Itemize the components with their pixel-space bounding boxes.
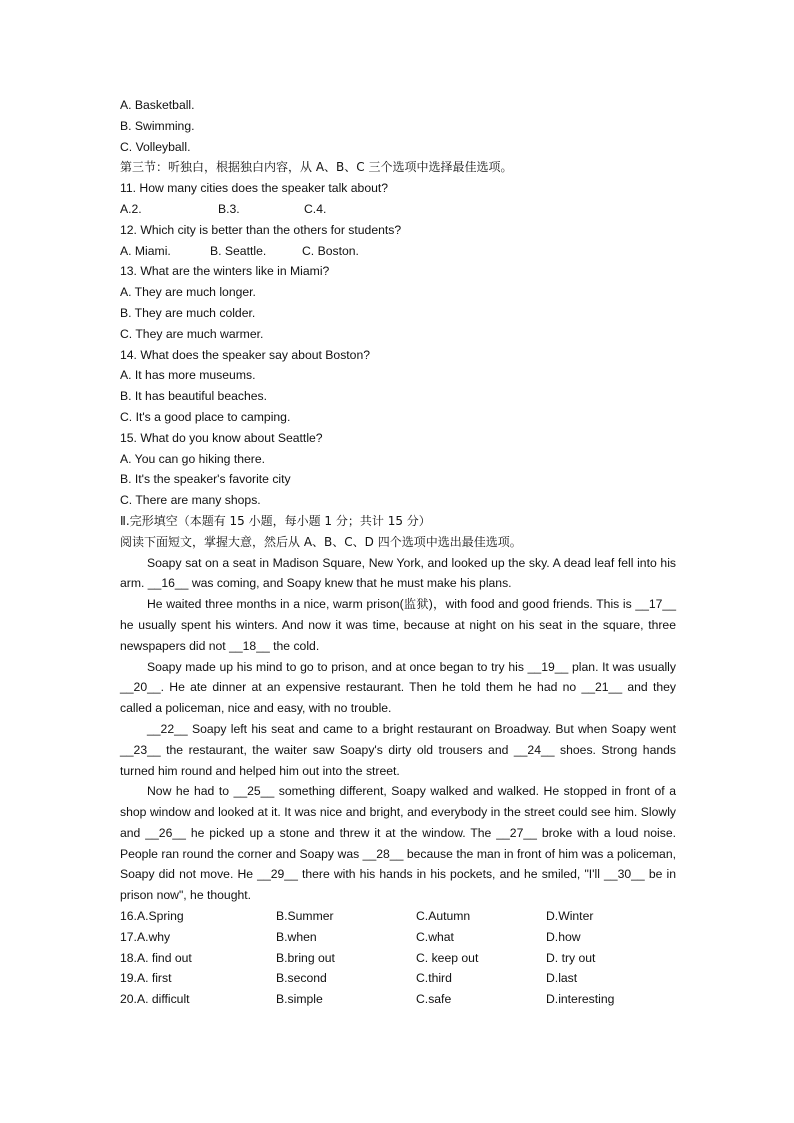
question-13 bbox=[120, 261, 676, 344]
option-c: C.what bbox=[416, 929, 454, 944]
option-c: C. They are much warmer. bbox=[120, 326, 264, 341]
option-b: B. It has beautiful beaches. bbox=[120, 389, 268, 404]
inline-options bbox=[120, 199, 676, 220]
answer-row bbox=[120, 906, 676, 927]
option-b: B. Seattle. bbox=[210, 243, 267, 258]
option-b: B.second bbox=[276, 971, 327, 986]
answer-row bbox=[120, 948, 676, 969]
option-c: C. Volleyball. bbox=[120, 139, 191, 154]
option-c: C.4. bbox=[304, 201, 327, 216]
passage-paragraph: He waited three months in a nice, warm prison(监狱)，with food and good friends. This is __17__ he usually spent his winters. And now it was time, because at night on his seat in the square, three newspapers did not __18__ the cold. bbox=[120, 597, 676, 653]
answer-options bbox=[120, 906, 676, 1010]
passage-paragraph: Soapy sat on a seat in Madison Square, New York, and looked up the sky. A dead leaf fell into his arm. __16__ was coming, and Soapy knew that he must make his plans. bbox=[120, 555, 676, 591]
option-c: C.third bbox=[416, 971, 452, 986]
option-d: D.how bbox=[546, 929, 581, 944]
option-b: B.when bbox=[276, 929, 317, 944]
option-d: D.interesting bbox=[546, 992, 615, 1007]
question-stem: 13. What are the winters like in Miami? bbox=[120, 264, 330, 279]
option-a: A. It has more museums. bbox=[120, 368, 256, 383]
option-c: C. keep out bbox=[416, 950, 479, 965]
question-stem: 15. What do you know about Seattle? bbox=[120, 430, 323, 445]
option-b: B.3. bbox=[218, 201, 240, 216]
option-d: D. try out bbox=[546, 950, 596, 965]
passage-paragraph: Soapy made up his mind to go to prison, and at once began to try his __19__ plan. It was usually __20__. He ate dinner at an expensive restaurant. Then he told them he had no __21__ and they called a policeman, nice and easy, with no trouble. bbox=[120, 659, 676, 716]
cloze-passage bbox=[120, 553, 676, 907]
option-d: D.Winter bbox=[546, 909, 594, 924]
option-a: A. They are much longer. bbox=[120, 285, 256, 300]
passage-paragraph: Now he had to __25__ something different, Soapy walked and walked. He stopped in front of a shop window and looked at it. It was nice and bright, and everybody in the street could see him. Slowly and __26__ he picked up a stone and threw it at the window. The __27__ broke with a loud noise. People ran round the corner and Soapy was __28__ because the man in front of him was a policeman, Soapy did not move. He __29__ there with his hands in his pockets, and he smiled, "I'll __30__ be in prison now", he thought. bbox=[120, 784, 676, 903]
question-11 bbox=[120, 178, 676, 220]
option-b: B.bring out bbox=[276, 950, 335, 965]
answer-row bbox=[120, 968, 676, 989]
option-c: C. It's a good place to camping. bbox=[120, 409, 291, 424]
question-stem: 14. What does the speaker say about Boston? bbox=[120, 347, 371, 362]
q10-options bbox=[120, 95, 676, 157]
option-c: C.safe bbox=[416, 992, 452, 1007]
option-c: C. There are many shops. bbox=[120, 493, 261, 508]
part2-heading: Ⅱ.完形填空（本题有 15 小题，每小题 1 分；共计 15 分） bbox=[120, 513, 431, 528]
question-15 bbox=[120, 428, 676, 511]
option-b: B. They are much colder. bbox=[120, 305, 256, 320]
option-b: B.Summer bbox=[276, 909, 334, 924]
answer-row bbox=[120, 989, 676, 1010]
option-a: 20.A. difficult bbox=[120, 992, 190, 1007]
exam-page bbox=[120, 95, 676, 1010]
option-a: A. Miami. bbox=[120, 243, 171, 258]
option-a: A. You can go hiking there. bbox=[120, 451, 266, 466]
option-a: 16.A.Spring bbox=[120, 909, 184, 924]
option-c: C.Autumn bbox=[416, 909, 471, 924]
option-a: 17.A.why bbox=[120, 929, 171, 944]
option-c: C. Boston. bbox=[302, 243, 359, 258]
question-stem: 12. Which city is better than the others for students? bbox=[120, 222, 402, 237]
option-b: B.simple bbox=[276, 992, 323, 1007]
passage-paragraph: __22__ Soapy left his seat and came to a bright restaurant on Broadway. But when Soapy went __23__ the restaurant, the waiter saw Soapy's dirty old trousers and __24__ shoes. Strong hands turned him round and helped him out into the street. bbox=[120, 721, 676, 778]
option-b: B. Swimming. bbox=[120, 118, 195, 133]
option-d: D.last bbox=[546, 971, 578, 986]
option-a: A. Basketball. bbox=[120, 98, 195, 112]
answer-row bbox=[120, 927, 676, 948]
option-a: 18.A. find out bbox=[120, 950, 192, 965]
question-stem: 11. How many cities does the speaker talk about? bbox=[120, 181, 389, 196]
option-a: A.2. bbox=[120, 201, 142, 216]
inline-options bbox=[120, 241, 676, 262]
question-14 bbox=[120, 345, 676, 428]
option-a: 19.A. first bbox=[120, 971, 172, 986]
section3-heading: 第三节：听独白，根据独白内容，从 A、B、C 三个选项中选择最佳选项。 bbox=[120, 160, 513, 175]
part2-instruction: 阅读下面短文，掌握大意，然后从 A、B、C、D 四个选项中选出最佳选项。 bbox=[120, 534, 522, 549]
option-b: B. It's the speaker's favorite city bbox=[120, 472, 291, 487]
question-12 bbox=[120, 220, 676, 262]
